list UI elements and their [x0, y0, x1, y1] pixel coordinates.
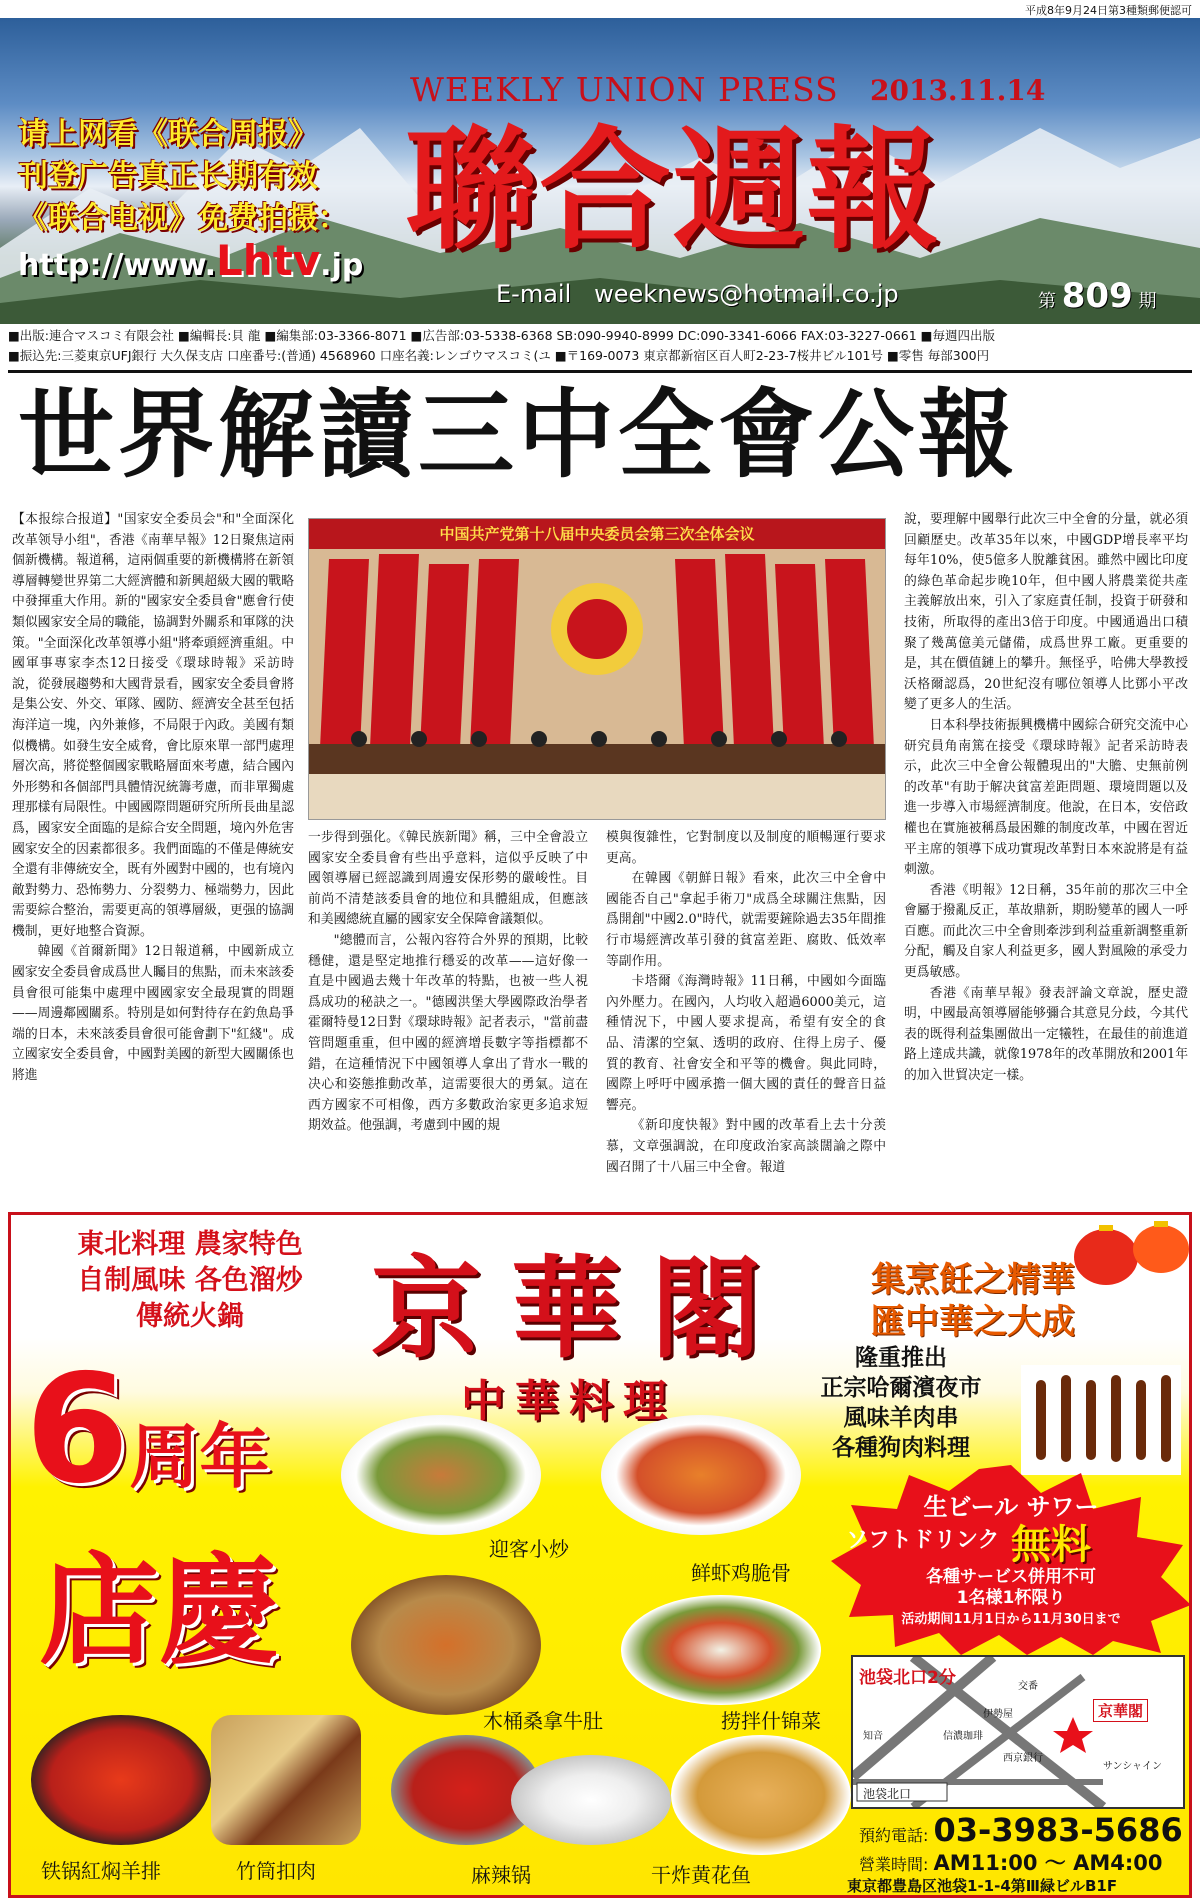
photo-illustration [309, 519, 885, 819]
map-label: 信濃珈琲 [943, 1731, 983, 1742]
dish-label: 捞拌什锦菜 [721, 1709, 821, 1733]
article-paragraph: 一步得到强化。《韓民族新聞》稱，三中全會設立國家安全委員會有些出乎意料，這似乎反映了中國領導層已經認識到周邊安保形勢的嚴峻性。目前尚不清楚該委員會的地位和具體組成，但應該和美國總統直屬的國家安全保障會議類似。 [308, 830, 588, 928]
promo-line-3: 《联合电视》免费拍摄： [18, 201, 348, 236]
article-paragraph: 在韓國《朝鮮日報》看來，此次三中全會中國能否自己"拿起手術刀"成爲全球關注焦點，因爲開創"中國2.0"時代，就需要鏟除過去35年間推行市場經濟改革引發的貧富差距、腐敗、低效率等副作用。 [606, 871, 886, 969]
dish-label: 竹筒扣肉 [236, 1859, 316, 1883]
ad-feature-line: 東北料理 農家特色 [77, 1229, 303, 1260]
recommend-line: 正宗哈爾濱夜市 [820, 1374, 982, 1401]
promo-text [18, 114, 378, 287]
article-column-4 [904, 510, 1188, 1210]
dish-photo [671, 1735, 851, 1855]
article-paragraph: 說，要理解中國舉行此次三中全會的分量，就必須回顧歷史。改革35年以來，中國GDP增長率平均每年10%，使5億多人脫離貧困。雖然中國比印度的綠色革命起步晚10年，但中國人將農業從共產主義解放出來，引入了家庭責任制，投資于研發和技術，所取得的產出3倍于印度。中國通過出口積聚了幾萬億美元儲備，成爲世界工廠。更重要的是，其在價值鏈上的攀升。無怪乎，哈佛大學教授沃格爾認爲，20世紀沒有哪位領導人比鄧小平改變了更多人的生活。 [904, 512, 1188, 713]
article-paragraph: "總體而言，公報內容符合外界的預期，比較穩健，還是堅定地推行穩妥的改革——這好像一直是中國過去幾十年改革的特點，也被一些人視爲成功的秘訣之一。"德國洪堡大學國際政治學者霍爾特曼12日對《環球時報》記者表示，"當前盡管問題重重，但中國的經濟增長數字等指標都不錯，在這種情況下中國領導人拿出了背水一戰的决心和姿態推動改革，這需要很大的勇氣。這在西方國家不可相像，西方多數政治家更多追求短期效益。他强調，考慮到中國的規 [308, 932, 588, 1134]
masthead [0, 18, 1200, 324]
publisher-info-line-1: ■出版:連合マスコミ有限会社 ■編輯長:貝 龍 ■編集部:03-3366-8071 ■広告部:03-5338-6368 SB:090-9940-8999 DC:090-3341-6066 FAX:03-3227-0661 ■毎週四出版 [8, 328, 995, 343]
dish-photo [211, 1715, 361, 1845]
article-column-3 [606, 828, 886, 1210]
lantern-icon [1061, 1212, 1191, 1299]
english-title: WEEKLY UNION PRESS [410, 70, 839, 109]
promo-line-2: 刊登广告真正长期有效 [18, 159, 318, 194]
recommend-line: 隆重推出 [855, 1344, 947, 1371]
map-label: 西京銀行 [1003, 1753, 1043, 1764]
map-station-label: 池袋北口 [863, 1787, 912, 1801]
article-column-2 [308, 828, 588, 1210]
recommend-line: 各種狗肉料理 [832, 1434, 970, 1461]
promo-period: 活动期间11月1日から11月30日まで [901, 1612, 1121, 1627]
skewers-photo [1021, 1365, 1181, 1475]
slogan-line: 匯中華之大成 [871, 1302, 1075, 1342]
email-line: E-mail weeknews@hotmail.co.jp [496, 280, 899, 308]
hours-value: AM11:00 ～ AM4:00 [933, 1851, 1163, 1875]
article-paragraph: 韓國《首爾新聞》12日報道稱，中國新成立國家安全委員會成爲世人矚目的焦點，而未來該委員會很可能集中處理中國國家安全最現實的問題——周邊鄰國關系。特別是如何對待存在釣魚島爭端的日本，未來該委員會很可能會劃下"紅綫"。成立國家安全委員會，中國對美國的新型大國關係也將進 [12, 944, 294, 1084]
photo-banner-text: 中国共产党第十八届中央委员会第三次全体会议 [439, 525, 755, 543]
recommended-items [791, 1343, 1011, 1463]
ad-feature-line: 自制風味 各色溜炒 [77, 1265, 303, 1296]
restaurant-advertisement [8, 1212, 1192, 1898]
dish-label: 木桶桑拿牛肚 [483, 1709, 603, 1733]
softdrink-label: ソフトドリンク [846, 1528, 1000, 1553]
email-link[interactable]: weeknews@hotmail.co.jp [594, 280, 899, 308]
cuisine-subtitle: 中華料理 [461, 1376, 677, 1427]
dish-label: 鲜虾鸡脆骨 [691, 1561, 791, 1585]
promo-line-1: 请上网看《联合周报》 [18, 117, 318, 152]
location-map[interactable] [851, 1655, 1185, 1809]
article-paragraph: 【本报综合报道】"国家安全委员会"和"全面深化改革领导小组"，香港《南華早報》12日聚焦這兩個新機構。報道稱，這兩個重要的新機構將在新領導層轉變世界第二大經濟體和新興超級大國的戰略中發揮重大作用。新的"國家安全委員會"應會行使類似國家安全局的職能，協調對外關系和軍隊的決策。"全面深化改革領導小組"將牽頭經濟重組。中國軍事專家李杰12日接受《環球時報》采訪時說，從發展趨勢和大國背景看，國家安全委員會將是集公安、外交、軍隊、國防、經濟安全甚至包括海洋這一塊，內外兼修，不局限于內政。美國有類似機構。如發生安全威脅，會比原來單一部門處理層次高，將從整個國家戰略層面來考慮，結合國內外形勢和各個部門具體情況統籌考慮，而非單獨處理那樣有局限性。中國國際問題研究所所長曲星認爲，國家安全面臨的是綜合安全問題，境內外危害國家安全的因素都很多。我們面臨的不僅是傳統安全還有非傳統安全，既有外國對中國的，也有境內敵對勢力、恐怖勢力、分裂勢力、極端勢力，因此需要綜合整治，需要更高的領導層級，更强的協調機制，更好地整合資源。 [12, 512, 294, 939]
drink-names: 生ビール サワー [923, 1493, 1099, 1521]
limit-note: 1名様1杯限り [956, 1588, 1066, 1608]
free-label: 無料 [1011, 1522, 1091, 1568]
dish-label: 麻辣锅 [471, 1863, 531, 1887]
anniversary-unit: 周年 [129, 1416, 270, 1498]
dish-label: 干炸黄花鱼 [651, 1863, 751, 1887]
dish-photo [341, 1415, 541, 1535]
dish-photo [351, 1575, 541, 1715]
article-paragraph: 香港《明報》12日稱，35年前的那次三中全會屬于撥亂反正，革故鼎新，期盼變革的國人一呼百應。而此次三中全會則牽涉到利益重新調整重新分配，觸及自家人利益更多，國人對風險的承受力更爲敏感。 [904, 882, 1188, 981]
address: 東京都豊島区池袋1-1-4第Ⅲ緑ビルB1F [847, 1877, 1118, 1895]
publisher-info-line-2: ■振込先:三菱東京UFJ銀行 大久保支店 口座番号:(普通) 4568960 口座名義:レンゴウマスコミ(ユ ■〒169-0073 東京都新宿区百人町2-23-7桜井ビル101号 ■零售 毎部300円 [8, 348, 990, 363]
anniversary-number: 6 [25, 1343, 130, 1517]
restaurant-name: 京華閣 [371, 1244, 791, 1373]
article-paragraph: 模與復雜性，它對制度以及制度的順暢運行要求更高。 [606, 830, 886, 866]
tel-number[interactable]: 03-3983-5686 [933, 1811, 1183, 1849]
postal-permit: 平成8年9月24日第3種類郵便認可 [1025, 4, 1192, 17]
article-paragraph: 卡塔爾《海灣時報》11日稱，中國如今面臨內外壓力。在國內，人均收入超過6000美元，這種情況下，中國人要求提高，希望有安全的食品、清潔的空氣、透明的政府、住得上房子、優質的教育、社會安全和平等的機會。與此同時，國際上呼吁中國承擔一個大國的責任的聲音日益響亮。 [606, 974, 886, 1113]
plenary-session-photo [308, 518, 886, 820]
main-headline: 世界解讀三中全會公報 [18, 379, 1018, 491]
article-column-1 [12, 510, 294, 1210]
dish-label: 铁锅紅焖羊排 [41, 1859, 161, 1883]
dish-label: 迎客小炒 [489, 1537, 569, 1561]
ad-features [25, 1227, 355, 1335]
tel-label: 預約電話: [859, 1826, 929, 1845]
promo-conditions [861, 1567, 1161, 1630]
dish-photo [31, 1715, 211, 1845]
slogan-line: 集烹飪之精華 [871, 1260, 1075, 1300]
map-label: 伊勢屋 [983, 1709, 1013, 1720]
newspaper-title: 聯合週報 [405, 114, 941, 268]
map-label: サンシャイン [1103, 1761, 1163, 1772]
contact-info [859, 1811, 1183, 1877]
anniversary-badge [25, 1343, 270, 1517]
map-label: 知音 [863, 1731, 883, 1742]
map-shop-label: 京華閣 [1093, 1699, 1148, 1722]
article-paragraph: 日本科學技術振興機構中國綜合研究交流中心研究員角南篤在接受《環球時報》記者采訪時表示，此次三中全會公報體現出的"大膽、史無前例的改革"有助于解决貧富差距問題、環境問題以及進一步導入市場經濟制度。他說，在日本，安倍政權也在實施被稱爲最困難的制度改革，中國在習近平主席的領導下成功實現改革對日本來說將是有益刺激。 [904, 717, 1188, 878]
article-paragraph: 《新印度快報》對中國的改革看上去十分羡慕，文章强調說，在印度政治家高談闊論之際中國召開了十八届三中全會。報道 [606, 1118, 886, 1175]
issue-date: 2013.11.14 [870, 74, 1046, 107]
divider [8, 370, 1192, 373]
service-note: 各種サービス併用不可 [926, 1567, 1096, 1587]
dish-photo [621, 1595, 821, 1705]
ad-slogan [871, 1259, 1075, 1343]
promo-url[interactable]: http://www.Lhtv.jp [18, 236, 364, 285]
recommend-line: 風味羊肉串 [843, 1404, 959, 1431]
publisher-info [8, 326, 1192, 366]
ad-feature-line: 傳統火鍋 [136, 1301, 244, 1332]
dish-photo [601, 1415, 801, 1535]
hours-label: 營業時間: [859, 1855, 929, 1874]
dish-photo [511, 1755, 671, 1845]
map-label: 交番 [1018, 1681, 1038, 1692]
issue-number: 第 809 期 [1038, 276, 1157, 316]
map-exit-label: 池袋北口2分 [859, 1668, 956, 1688]
article-paragraph: 香港《南華早報》發表評論文章說，歷史證明，中國最高領導層能够彌合其意見分歧，今其代表的既得利益集團做出一定犧牲，在最佳的前進道路上達成共識，就像1978年的改革開放和2001年的加入世貿决定一樣。 [904, 985, 1188, 1084]
anniversary-celebration: 店慶 [39, 1542, 279, 1681]
